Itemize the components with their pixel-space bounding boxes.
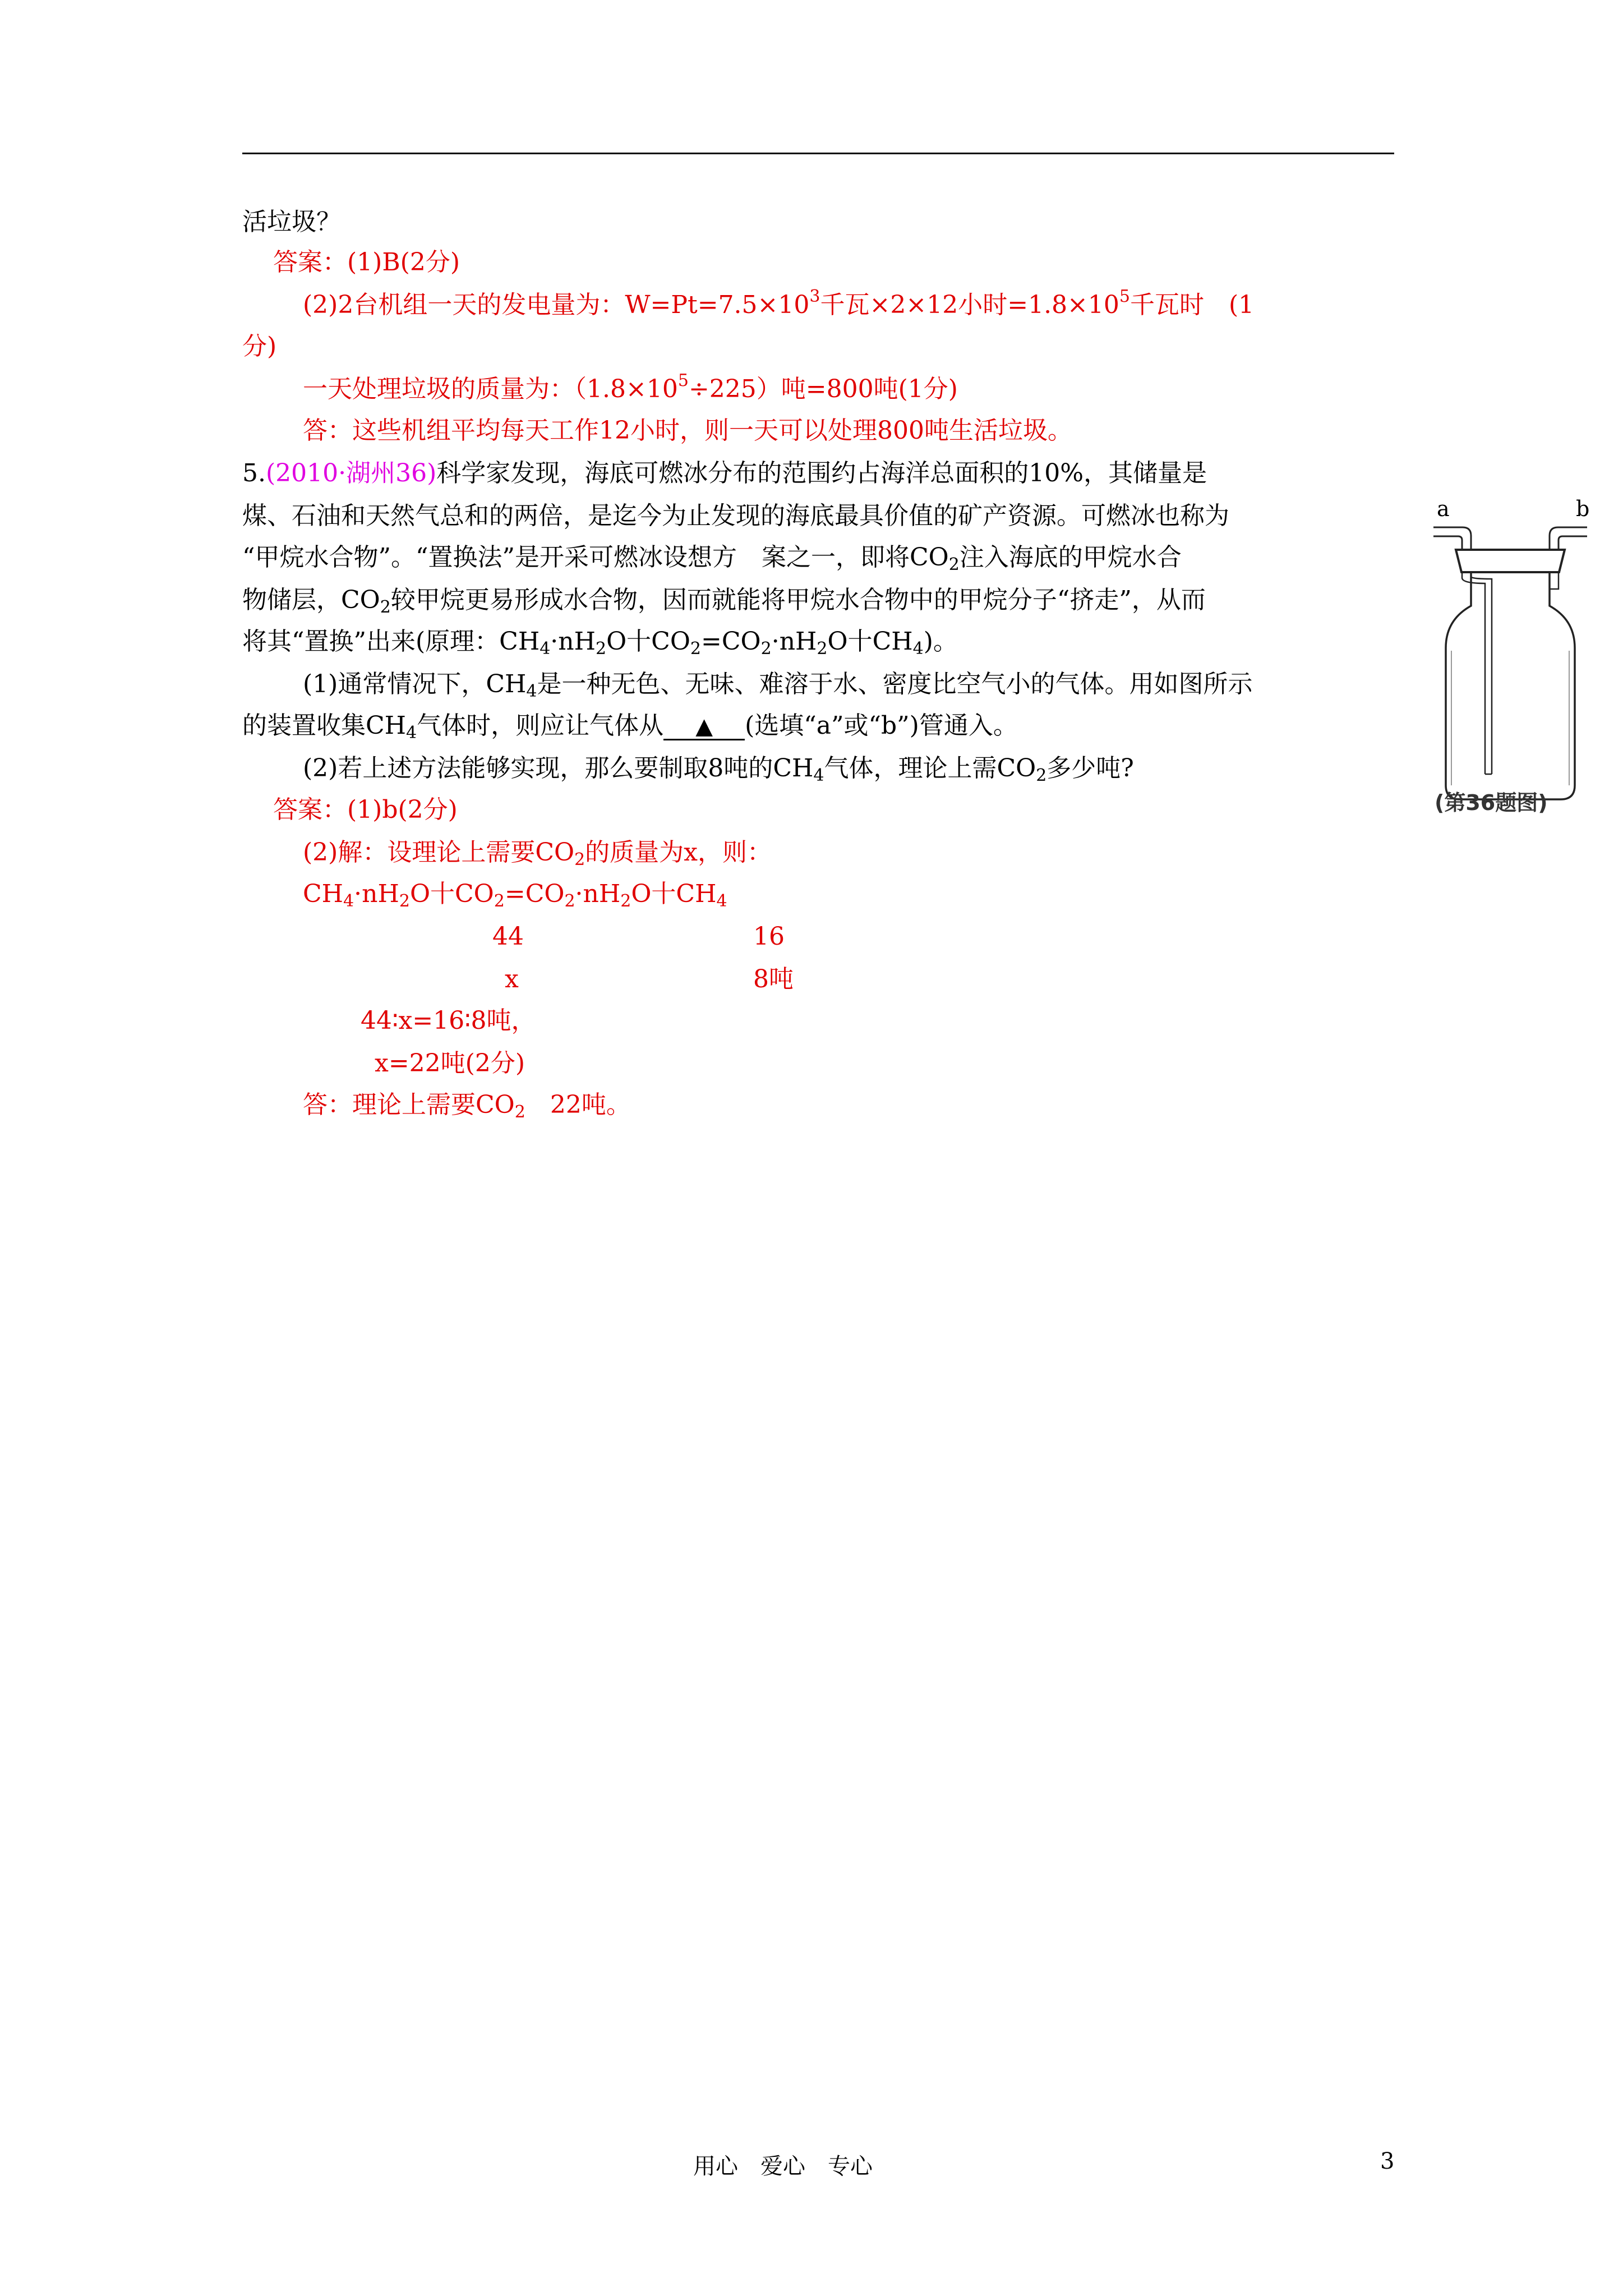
answer-line: 答案：(1)B(2分) [273,248,460,277]
equation-unknown: x [505,965,519,993]
equation-line: $CH_4\cdot nH_2O$十$CO_2=CO_2\cdot nH_2O$十$CH_4$ [303,880,727,911]
page-number: 3 [1380,2148,1395,2174]
triangle-icon: ▲ [695,714,713,739]
answer-line: 一天处理垃圾的质量为：$(1.8\times 10^5\div 225)$吨=800吨(1分) [303,371,958,403]
question-source: (2010·湖州36) [265,459,437,487]
equation-coef-16: 16 [753,922,785,951]
answer-line: 分) [242,332,277,361]
result-line: x=22吨(2分) [375,1049,525,1078]
final-answer: 答：理论上需要$CO_2$ 22吨。 [303,1091,631,1122]
figure-caption: (第36题图) [1435,790,1548,815]
footer-slogan: 用心 爱心 专心 [693,2154,873,2179]
gas-bottle-figure [1429,494,1592,815]
question-5-line: 5.(2010·湖州36)科学家发现，海底可燃冰分布的范围约占海洋总面积的10%，其储量是 [242,459,1207,487]
text-line: 活垃圾？ [242,208,341,236]
answer-line: 答案：(1)b(2分) [273,795,458,824]
answer-blank[interactable] [663,714,745,740]
answer-line: 答：这些机组平均每天工作12小时，则一天可以处理800吨生活垃圾。 [303,416,1072,445]
header-rule [242,153,1394,154]
question-5-line: 煤、石油和天然气总和的两倍，是迄今为止发现的海底最具价值的矿产资源。可燃冰也称为 [242,501,1229,530]
ratio-line: 44∶x=16∶8吨， [361,1006,536,1035]
tube-a-label: a [1437,496,1450,521]
question-5-line: 物储层，$CO_2$较甲烷更易形成水合物，因而就能将甲烷水合物中的甲烷分子“挤走”，从而 [242,586,1206,617]
equation-given: 8吨 [753,965,794,993]
question-5-sub1-cont: 的装置收集$CH_4$气体时，则应让气体从 ▲ (选填“a”或“b”)管通入。 [242,711,1018,743]
question-5-line: “甲烷水合物”。“置换法”是开采可燃冰设想方 案之一，即将$CO_2$注入海底的甲烷水合 [242,543,1182,574]
answer-line: (2)解：设理论上需要$CO_2$的质量为x，则： [303,838,772,869]
tube-b-label: b [1576,496,1590,521]
answer-line: (2)2台机组一天的发电量为：$W=Pt=7.5\times 10^3$千瓦×2×12小时$=1.8\times 10^5$千瓦时 (1 [303,287,1255,319]
question-5-sub2: (2)若上述方法能够实现，那么要制取8吨的$CH_4$气体，理论上需$CO_2$多少吨? [303,754,1134,785]
question-5-sub1: (1)通常情况下，$CH_4$是一种无色、无味、难溶于水、密度比空气小的气体。用如图所示 [303,670,1253,701]
equation-coef-44: 44 [492,922,524,951]
question-5-line: 将其“置换”出来(原理：$CH_4\cdot nH_2O$十$CO_2=CO_2\cdot nH_2O$十$CH_4$)。 [242,627,958,659]
bottle-diagram [1429,494,1592,808]
